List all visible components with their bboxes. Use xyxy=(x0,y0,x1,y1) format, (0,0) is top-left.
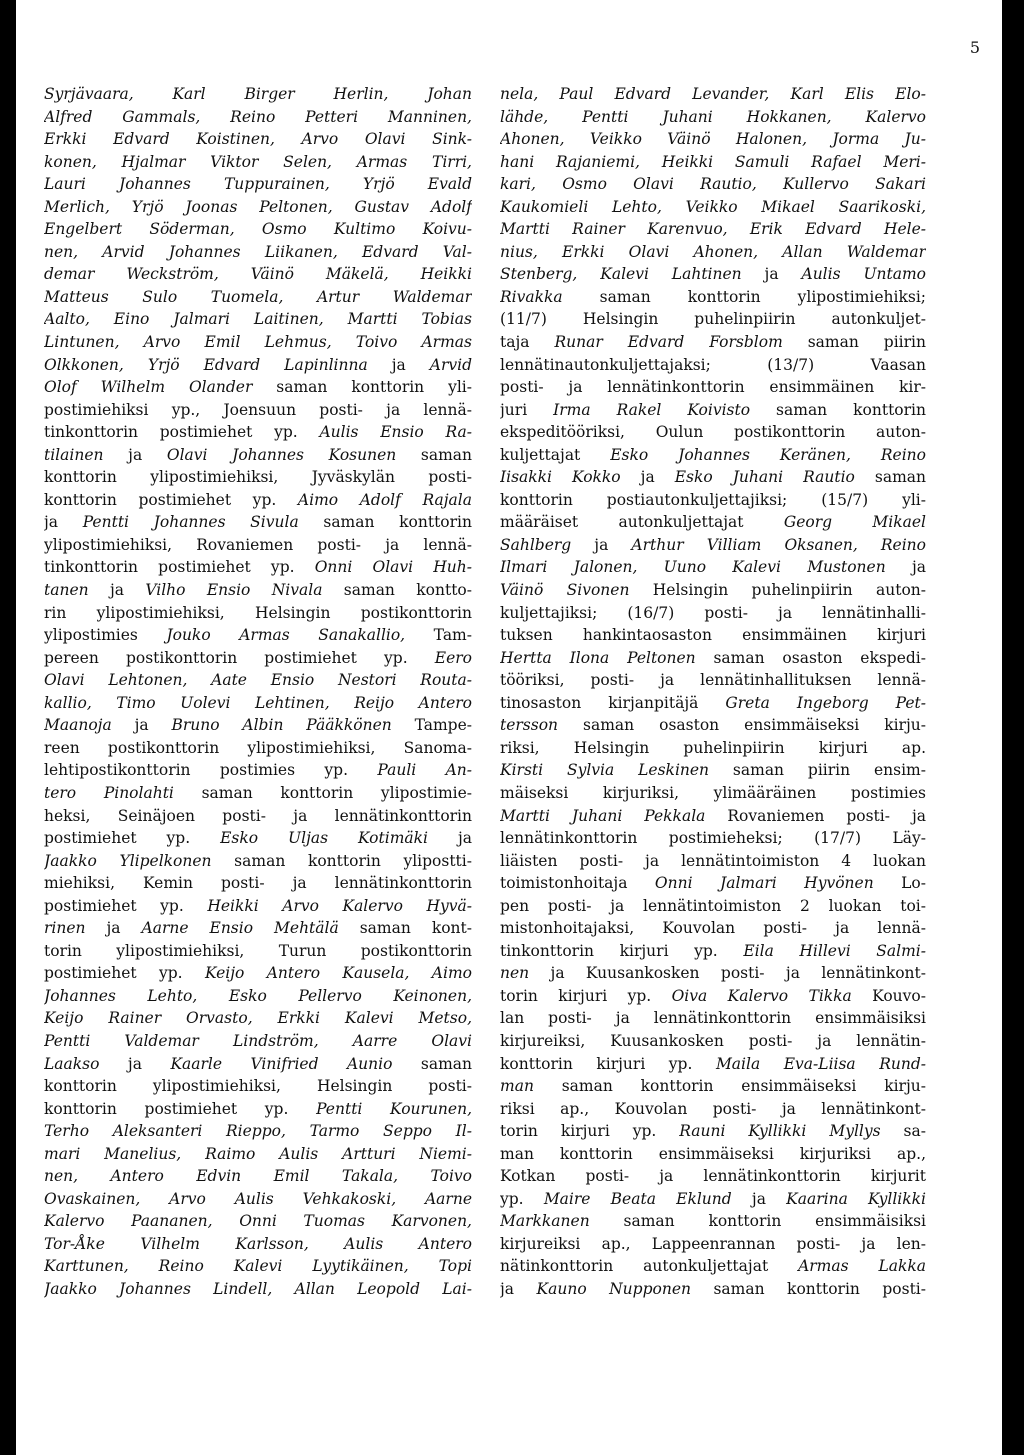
text-segment: torin kirjuri yp. xyxy=(500,986,672,1005)
text-line xyxy=(44,1098,472,1121)
text-segment: saman konttorin ylipostimie- xyxy=(173,783,472,802)
name-segment: Pauli An- xyxy=(377,761,472,780)
text-line xyxy=(44,962,472,985)
name-segment: Maanoja xyxy=(44,716,112,735)
text-line xyxy=(500,940,926,963)
text-line xyxy=(500,872,926,895)
page-number: 5 xyxy=(969,38,980,57)
name-segment: Olavi Lehtonen, Aate Ensio Nestori Routa- xyxy=(44,671,472,690)
text-segment: ja xyxy=(99,1054,171,1073)
text-line xyxy=(500,376,926,399)
text-segment: ylipostimiehiksi, Rovaniemen posti- ja lennä- xyxy=(44,535,472,554)
text-segment: saman xyxy=(396,445,472,464)
scan-edge-left xyxy=(0,0,16,1455)
name-segment: Iisakki Kokko xyxy=(500,468,621,487)
text-line xyxy=(500,1278,926,1301)
name-segment: Kalervo Paananen, Onni Tuomas Karvonen, xyxy=(44,1212,472,1231)
name-segment: man xyxy=(500,1077,534,1096)
text-segment: mäiseksi kirjuriksi, ylimääräinen postimies xyxy=(500,783,926,802)
text-line xyxy=(44,399,472,422)
text-segment: ja Kuusankosken posti- ja lennätinkont- xyxy=(529,964,926,983)
text-segment: toimistonhoitaja xyxy=(500,874,655,893)
name-segment: Matteus Sulo Tuomela, Artur Waldemar xyxy=(44,287,472,306)
name-segment: Rivakka xyxy=(500,287,563,306)
name-segment: Karttunen, Reino Kalevi Lyytikäinen, Topi xyxy=(44,1257,472,1276)
name-segment: Pentti Johannes Sivula xyxy=(82,513,299,532)
text-segment: ja xyxy=(367,355,430,374)
text-line xyxy=(44,985,472,1008)
text-segment: tinkonttorin postimiehet yp. xyxy=(44,558,315,577)
text-segment: saman konttorin ensimmäiseksi kirju- xyxy=(533,1077,926,1096)
text-line xyxy=(44,647,472,670)
text-line xyxy=(500,354,926,377)
text-segment: sa- xyxy=(880,1122,926,1141)
text-line xyxy=(44,602,472,625)
name-segment: Aalto, Eino Jalmari Laitinen, Martti Tobias xyxy=(44,310,472,329)
text-segment: saman konttorin xyxy=(298,513,472,532)
text-line xyxy=(44,827,472,850)
text-segment: tinkonttorin postimiehet yp. xyxy=(44,423,320,442)
name-segment: Merlich, Yrjö Joonas Peltonen, Gustav Adolf xyxy=(44,197,472,216)
text-line xyxy=(500,444,926,467)
text-line xyxy=(44,354,472,377)
name-segment: Heikki Arvo Kalervo Hyvä- xyxy=(207,896,472,915)
text-segment: pen posti- ja lennätintoimiston 2 luokan toi- xyxy=(500,896,926,915)
text-line xyxy=(44,782,472,805)
name-segment: Runar Edvard Forsblom xyxy=(554,333,783,352)
name-segment: Alfred Gammals, Reino Petteri Manninen, xyxy=(44,107,472,126)
text-segment: saman konttorin ensimmäisiksi xyxy=(589,1212,926,1231)
text-line xyxy=(500,602,926,625)
text-segment: kuljettajat xyxy=(500,445,611,464)
text-line xyxy=(44,940,472,963)
right-text-column xyxy=(500,83,926,1423)
name-segment: tero Pinolahti xyxy=(44,783,174,802)
text-line xyxy=(44,534,472,557)
name-segment: Terho Aleksanteri Rieppo, Tarmo Seppo Il- xyxy=(44,1122,472,1141)
text-line xyxy=(44,308,472,331)
name-segment: Aarne Ensio Mehtälä xyxy=(141,919,339,938)
name-segment: Olkkonen, Yrjö Edvard Lapinlinna xyxy=(44,355,368,374)
text-line xyxy=(500,331,926,354)
text-segment: taja xyxy=(500,333,555,352)
name-segment: Keijo Rainer Orvasto, Erkki Kalevi Metso, xyxy=(44,1009,472,1028)
name-segment: Armas Lakka xyxy=(798,1257,926,1276)
name-segment: Jouko Armas Sanakallio, xyxy=(166,626,406,645)
name-segment: Vilho Ensio Nivala xyxy=(145,581,323,600)
text-line xyxy=(500,83,926,106)
text-segment: saman xyxy=(854,468,926,487)
text-segment: Tampe- xyxy=(391,716,472,735)
text-line xyxy=(44,579,472,602)
scan-edge-right xyxy=(1002,0,1024,1455)
text-line xyxy=(44,1075,472,1098)
text-line xyxy=(44,241,472,264)
text-segment: ja xyxy=(741,265,802,284)
name-segment: kari, Osmo Olavi Rautio, Kullervo Sakari xyxy=(500,175,926,194)
text-line xyxy=(44,376,472,399)
text-segment: Tam- xyxy=(405,626,472,645)
text-segment: konttorin ylipostimiehiksi, Helsingin posti- xyxy=(44,1077,472,1096)
text-segment: saman konttorin ylipostimiehiksi; xyxy=(562,287,926,306)
name-segment: Arvid xyxy=(429,355,472,374)
text-line xyxy=(500,1007,926,1030)
text-line xyxy=(44,850,472,873)
text-segment: saman konttorin posti- xyxy=(690,1279,926,1298)
text-line xyxy=(500,1075,926,1098)
name-segment: nen xyxy=(500,964,530,983)
text-segment: riksi ap., Kouvolan posti- ja lennätinkont- xyxy=(500,1099,926,1118)
text-segment: tuksen hankintaosaston ensimmäinen kirjuri xyxy=(500,626,926,645)
name-segment: Aulis Untamo xyxy=(801,265,926,284)
name-segment: Johannes Lehto, Esko Pellervo Keinonen, xyxy=(44,986,472,1005)
name-segment: Martti Rainer Karenvuo, Erik Edvard Hele- xyxy=(500,220,926,239)
name-segment: Syrjävaara, Karl Birger Herlin, Johan xyxy=(44,85,472,103)
name-segment: Ilmari Jalonen, Uuno Kalevi Mustonen xyxy=(500,558,886,577)
text-line xyxy=(44,624,472,647)
name-segment: Onni Olavi Huh- xyxy=(314,558,472,577)
text-segment: saman kont- xyxy=(338,919,472,938)
name-segment: nela, Paul Edvard Levander, Karl Elis Elo- xyxy=(500,85,926,103)
text-line xyxy=(44,1210,472,1233)
name-segment: Pentti Valdemar Lindström, Aarre Olavi xyxy=(44,1031,472,1050)
text-line xyxy=(500,782,926,805)
name-segment: Lintunen, Arvo Emil Lehmus, Toivo Armas xyxy=(44,333,472,352)
text-segment: kirjureiksi ap., Lappeenrannan posti- ja len- xyxy=(500,1234,926,1253)
name-segment: Eero xyxy=(434,648,472,667)
name-segment: Lauri Johannes Tuppurainen, Yrjö Evald xyxy=(44,175,472,194)
text-segment: postimiehet yp. xyxy=(44,896,208,915)
text-line xyxy=(44,83,472,106)
text-line xyxy=(44,1053,472,1076)
name-segment: Onni Jalmari Hyvönen xyxy=(654,874,874,893)
text-segment: kirjureiksi, Kuusankosken posti- ja lennätin- xyxy=(500,1031,926,1050)
text-segment: torin ylipostimiehiksi, Turun postikonttorin xyxy=(44,941,472,960)
text-segment: ja xyxy=(111,716,172,735)
text-line xyxy=(44,511,472,534)
name-segment: Jaakko Johannes Lindell, Allan Leopold Lai- xyxy=(44,1279,472,1298)
text-line xyxy=(500,534,926,557)
text-line xyxy=(44,1255,472,1278)
text-line xyxy=(44,466,472,489)
text-line xyxy=(500,917,926,940)
text-line xyxy=(500,151,926,174)
text-line xyxy=(44,714,472,737)
text-line xyxy=(500,759,926,782)
text-line xyxy=(500,1143,926,1166)
text-segment: posti- ja lennätinkonttorin ensimmäinen kir- xyxy=(500,378,926,397)
text-segment: saman konttorin ylipostti- xyxy=(211,851,472,870)
text-line xyxy=(500,489,926,512)
name-segment: rinen xyxy=(44,919,86,938)
text-segment: torin kirjuri yp. xyxy=(500,1122,680,1141)
text-segment: lehtipostikonttorin postimies yp. xyxy=(44,761,378,780)
text-line xyxy=(44,1007,472,1030)
name-segment: Oiva Kalervo Tikka xyxy=(671,986,852,1005)
name-segment: lähde, Pentti Juhani Hokkanen, Kalervo xyxy=(500,107,926,126)
name-segment: Kaarle Vinifried Aunio xyxy=(170,1054,393,1073)
text-line xyxy=(44,1278,472,1301)
name-segment: Erkki Edvard Koistinen, Arvo Olavi Sink- xyxy=(44,130,472,149)
text-line xyxy=(44,872,472,895)
text-line xyxy=(44,1143,472,1166)
text-line xyxy=(500,1255,926,1278)
name-segment: tersson xyxy=(500,716,559,735)
text-segment: ja xyxy=(428,829,472,848)
name-segment: Arthur Villiam Oksanen, Reino xyxy=(631,535,926,554)
text-line xyxy=(500,895,926,918)
text-line xyxy=(500,1098,926,1121)
text-segment: saman piirin xyxy=(782,333,926,352)
text-line xyxy=(44,917,472,940)
name-segment: tanen xyxy=(44,581,89,600)
text-segment: tinkonttorin kirjuri yp. xyxy=(500,941,744,960)
text-segment: postimiehet yp. xyxy=(44,964,205,983)
name-segment: konen, Hjalmar Viktor Selen, Armas Tirri, xyxy=(44,152,472,171)
name-segment: Kaukomieli Lehto, Veikko Mikael Saarikoski, xyxy=(500,197,926,216)
text-segment: liäisten posti- ja lennätintoimiston 4 luokan xyxy=(500,851,926,870)
text-segment: Kotkan posti- ja lennätinkonttorin kirjurit xyxy=(500,1167,926,1186)
text-line xyxy=(44,692,472,715)
name-segment: Maila Eva-Liisa Rund- xyxy=(715,1054,926,1073)
text-line xyxy=(500,579,926,602)
name-segment: Tor-Åke Vilhelm Karlsson, Aulis Antero xyxy=(44,1234,472,1253)
text-line xyxy=(500,421,926,444)
text-segment: konttorin postimiehet yp. xyxy=(44,1099,317,1118)
name-segment: Kirsti Sylvia Leskinen xyxy=(500,761,710,780)
text-line xyxy=(500,196,926,219)
name-segment: Laakso xyxy=(44,1054,100,1073)
text-segment: ja xyxy=(103,445,167,464)
text-line xyxy=(44,556,472,579)
name-segment: Keijo Antero Kausela, Aimo xyxy=(204,964,472,983)
text-segment: ylipostimies xyxy=(44,626,167,645)
text-line xyxy=(44,759,472,782)
text-segment: (11/7) Helsingin puhelinpiirin autonkuljet- xyxy=(500,310,926,329)
text-segment: kuljettajiksi; (16/7) posti- ja lennätinhalli- xyxy=(500,603,926,622)
text-segment: tinosaston kirjanpitäjä xyxy=(500,693,726,712)
name-segment: kallio, Timo Uolevi Lehtinen, Reijo Antero xyxy=(44,693,472,712)
text-line xyxy=(500,624,926,647)
text-segment: ja xyxy=(44,513,83,532)
name-segment: Martti Juhani Pekkala xyxy=(500,806,706,825)
text-line xyxy=(44,895,472,918)
text-line xyxy=(44,1165,472,1188)
text-line xyxy=(500,714,926,737)
text-segment: saman piirin ensim- xyxy=(709,761,926,780)
name-segment: Ovaskainen, Arvo Aulis Vehkakoski, Aarne xyxy=(44,1189,472,1208)
text-line xyxy=(44,128,472,151)
name-segment: Esko Uljas Kotimäki xyxy=(220,829,428,848)
text-segment: postimiehet yp. xyxy=(44,829,221,848)
text-line xyxy=(500,985,926,1008)
text-segment: reen postikonttorin ylipostimiehiksi, Sanoma- xyxy=(44,738,472,757)
text-line xyxy=(500,1030,926,1053)
name-segment: mari Manelius, Raimo Aulis Artturi Niemi- xyxy=(44,1144,472,1163)
name-segment: hani Rajaniemi, Heikki Samuli Rafael Meri- xyxy=(500,152,926,171)
text-segment: ja xyxy=(500,1279,537,1298)
text-segment: konttorin ylipostimiehiksi, Jyväskylän posti- xyxy=(44,468,472,487)
text-segment: man konttorin ensimmäiseksi kirjuriksi ap., xyxy=(500,1144,926,1163)
text-line xyxy=(44,444,472,467)
name-segment: Esko Johannes Keränen, Reino xyxy=(610,445,926,464)
text-segment: ja xyxy=(885,558,926,577)
name-segment: Rauni Kyllikki Myllys xyxy=(679,1122,881,1141)
text-line xyxy=(44,669,472,692)
text-segment: yp. xyxy=(500,1189,544,1208)
text-segment: mistonhoitajaksi, Kouvolan posti- ja lennä- xyxy=(500,919,926,938)
text-segment: ja xyxy=(571,535,632,554)
name-segment: Engelbert Söderman, Osmo Kultimo Koivu- xyxy=(44,220,472,239)
text-segment: konttorin postimiehet yp. xyxy=(44,490,298,509)
text-segment: postimiehiksi yp., Joensuun posti- ja lennä- xyxy=(44,400,472,419)
name-segment: nen, Arvid Johannes Liikanen, Edvard Val- xyxy=(44,242,472,261)
text-line xyxy=(44,1188,472,1211)
text-line xyxy=(500,692,926,715)
text-line xyxy=(500,511,926,534)
text-segment: ja xyxy=(731,1189,787,1208)
text-segment: konttorin postiautonkuljettajiksi; (15/7) yli- xyxy=(500,490,926,509)
left-text-column xyxy=(44,83,472,1423)
name-segment: tilainen xyxy=(44,445,104,464)
name-segment: Kauno Nupponen xyxy=(536,1279,691,1298)
name-segment: Olof Wilhelm Olander xyxy=(44,378,253,397)
text-segment: miehiksi, Kemin posti- ja lennätinkonttorin xyxy=(44,874,472,893)
text-line xyxy=(44,151,472,174)
text-line xyxy=(500,556,926,579)
text-segment: pereen postikonttorin postimiehet yp. xyxy=(44,648,435,667)
text-segment: tööriksi, posti- ja lennätinhallituksen lennä- xyxy=(500,671,926,690)
text-line xyxy=(500,218,926,241)
name-segment: Eila Hillevi Salmi- xyxy=(743,941,926,960)
text-segment: lan posti- ja lennätinkonttorin ensimmäisiksi xyxy=(500,1009,926,1028)
text-line xyxy=(500,241,926,264)
text-line xyxy=(500,647,926,670)
text-segment: juri xyxy=(500,400,554,419)
text-segment: lennätinautonkuljettajaksi; (13/7) Vaasan xyxy=(500,355,926,374)
text-segment: ja xyxy=(620,468,675,487)
name-segment: nen, Antero Edvin Emil Takala, Toivo xyxy=(44,1167,472,1186)
text-line xyxy=(500,173,926,196)
text-line xyxy=(500,669,926,692)
text-line xyxy=(44,263,472,286)
name-segment: Irma Rakel Koivisto xyxy=(553,400,751,419)
text-segment: nätinkonttorin autonkuljettajat xyxy=(500,1257,799,1276)
name-segment: demar Weckström, Väinö Mäkelä, Heikki xyxy=(44,265,472,284)
text-line xyxy=(44,421,472,444)
text-line xyxy=(500,286,926,309)
text-segment: Kouvo- xyxy=(851,986,926,1005)
text-line xyxy=(44,196,472,219)
name-segment: Maire Beata Eklund xyxy=(543,1189,732,1208)
text-line xyxy=(500,128,926,151)
text-segment: Rovaniemen posti- ja xyxy=(705,806,926,825)
text-line xyxy=(44,1233,472,1256)
name-segment: Ahonen, Veikko Väinö Halonen, Jorma Ju- xyxy=(500,130,926,149)
name-segment: Hertta Ilona Peltonen xyxy=(500,648,696,667)
name-segment: Markkanen xyxy=(500,1212,590,1231)
name-segment: Georg Mikael xyxy=(783,513,926,532)
text-line xyxy=(500,399,926,422)
name-segment: Pentti Kourunen, xyxy=(316,1099,472,1118)
text-line xyxy=(44,218,472,241)
text-line xyxy=(44,1030,472,1053)
name-segment: Sahlberg xyxy=(500,535,572,554)
text-line xyxy=(44,331,472,354)
name-segment: Jaakko Ylipelkonen xyxy=(44,851,212,870)
text-line xyxy=(500,1053,926,1076)
text-line xyxy=(500,106,926,129)
name-segment: Aulis Ensio Ra- xyxy=(319,423,472,442)
text-segment: saman xyxy=(392,1054,472,1073)
name-segment: Olavi Johannes Kosunen xyxy=(166,445,397,464)
text-line xyxy=(44,489,472,512)
text-segment: saman osaston ekspedi- xyxy=(695,648,926,667)
text-line xyxy=(44,737,472,760)
name-segment: Stenberg, Kalevi Lahtinen xyxy=(500,265,742,284)
text-line xyxy=(44,1120,472,1143)
text-segment: määräiset autonkuljettajat xyxy=(500,513,784,532)
text-segment: Lo- xyxy=(873,874,926,893)
text-line xyxy=(500,466,926,489)
text-line xyxy=(500,263,926,286)
text-line xyxy=(500,962,926,985)
name-segment: Bruno Albin Pääkkönen xyxy=(171,716,392,735)
text-line xyxy=(500,308,926,331)
text-line xyxy=(44,173,472,196)
text-segment: lennätinkonttorin postimieheksi; (17/7) Läy- xyxy=(500,829,926,848)
text-segment: Helsingin puhelinpiirin auton- xyxy=(629,581,926,600)
name-segment: Greta Ingeborg Pet- xyxy=(725,693,926,712)
text-line xyxy=(500,827,926,850)
text-line xyxy=(500,1165,926,1188)
name-segment: Kaarina Kyllikki xyxy=(786,1189,926,1208)
text-segment: saman osaston ensimmäiseksi kirju- xyxy=(558,716,926,735)
text-segment: ja xyxy=(85,919,142,938)
name-segment: Esko Juhani Rautio xyxy=(674,468,855,487)
name-segment: nius, Erkki Olavi Ahonen, Allan Waldemar xyxy=(500,242,926,261)
text-line xyxy=(44,106,472,129)
text-segment: rin ylipostimiehiksi, Helsingin postikonttorin xyxy=(44,603,472,622)
text-segment: saman konttorin yli- xyxy=(252,378,472,397)
text-line xyxy=(500,850,926,873)
text-segment: ja xyxy=(88,581,146,600)
text-line xyxy=(500,1210,926,1233)
text-line xyxy=(500,737,926,760)
text-line xyxy=(500,1188,926,1211)
text-segment: heksi, Seinäjoen posti- ja lennätinkonttorin xyxy=(44,806,472,825)
text-line xyxy=(44,805,472,828)
name-segment: Aimo Adolf Rajala xyxy=(297,490,472,509)
text-line xyxy=(44,286,472,309)
text-segment: saman kontto- xyxy=(322,581,472,600)
name-segment: Väinö Sivonen xyxy=(500,581,630,600)
text-line xyxy=(500,805,926,828)
text-segment: ekspeditööriksi, Oulun postikonttorin auton- xyxy=(500,423,926,442)
text-segment: konttorin kirjuri yp. xyxy=(500,1054,716,1073)
text-segment: riksi, Helsingin puhelinpiirin kirjuri ap. xyxy=(500,738,926,757)
text-line xyxy=(500,1233,926,1256)
text-line xyxy=(500,1120,926,1143)
text-segment: saman konttorin xyxy=(750,400,926,419)
